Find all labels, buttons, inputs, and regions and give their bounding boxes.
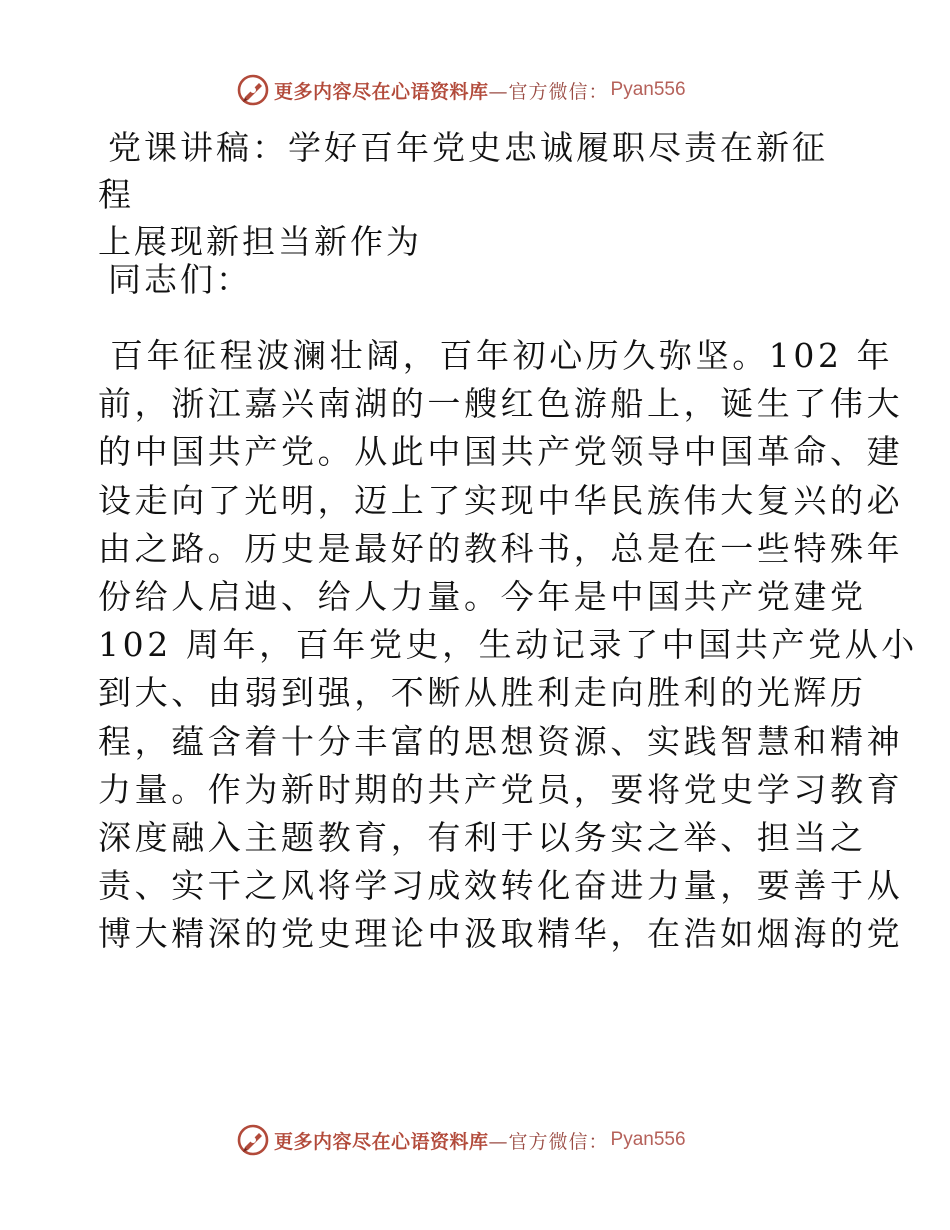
body-line: 程，蕴含着十分丰富的思想资源、实践智慧和精神 bbox=[98, 721, 904, 761]
body-line: 由之路。历史是最好的教科书，总是在一些特殊年 bbox=[98, 528, 904, 568]
document-title bbox=[98, 124, 858, 265]
body-line: 前，浙江嘉兴南湖的一艘红色游船上，诞生了伟大 bbox=[98, 384, 904, 424]
watermark-main-text: 更多内容尽在心语资料库 bbox=[274, 80, 489, 103]
pen-logo-icon bbox=[236, 1123, 270, 1157]
watermark-header bbox=[236, 72, 686, 108]
pen-logo-icon bbox=[236, 73, 270, 107]
body-line: 深度融入主题教育，有利于以务实之举、担当之 bbox=[98, 817, 867, 857]
body-line: 的中国共产党。从此中国共产党领导中国革命、建 bbox=[98, 432, 904, 472]
body-line: 102 周年，百年党史，生动记录了中国共产党从小 bbox=[98, 625, 918, 665]
title-line: 党课讲稿：学好百年党史忠诚履职尽责在新征程 bbox=[98, 128, 828, 214]
watermark-main-text: 更多内容尽在心语资料库 bbox=[274, 1130, 489, 1153]
body-line: 设走向了光明，迈上了实现中华民族伟大复兴的必 bbox=[98, 480, 904, 520]
salutation: 同志们： bbox=[108, 260, 252, 299]
title-line: 上展现新担当新作为 bbox=[98, 222, 422, 261]
body-line: 博大精深的党史理论中汲取精华，在浩如烟海的党 bbox=[98, 914, 904, 954]
body-line: 到大、由弱到强，不断从胜利走向胜利的光辉历 bbox=[98, 673, 867, 713]
watermark-sub-text: —官方微信： bbox=[488, 80, 609, 103]
watermark-id-text: Pyan556 bbox=[610, 1129, 686, 1150]
body-line: 份给人启迪、给人力量。今年是中国共产党建党 bbox=[98, 576, 867, 616]
body-paragraph bbox=[98, 332, 918, 958]
watermark-footer bbox=[236, 1122, 686, 1158]
body-line: 责、实干之风将学习成效转化奋进力量，要善于从 bbox=[98, 866, 904, 906]
watermark-sub-text: —官方微信： bbox=[488, 1130, 609, 1153]
body-line: 百年征程波澜壮阔，百年初心历久弥坚。102 年 bbox=[110, 336, 894, 375]
watermark-id-text: Pyan556 bbox=[610, 79, 686, 100]
body-line: 力量。作为新时期的共产党员，要将党史学习教育 bbox=[98, 769, 904, 809]
